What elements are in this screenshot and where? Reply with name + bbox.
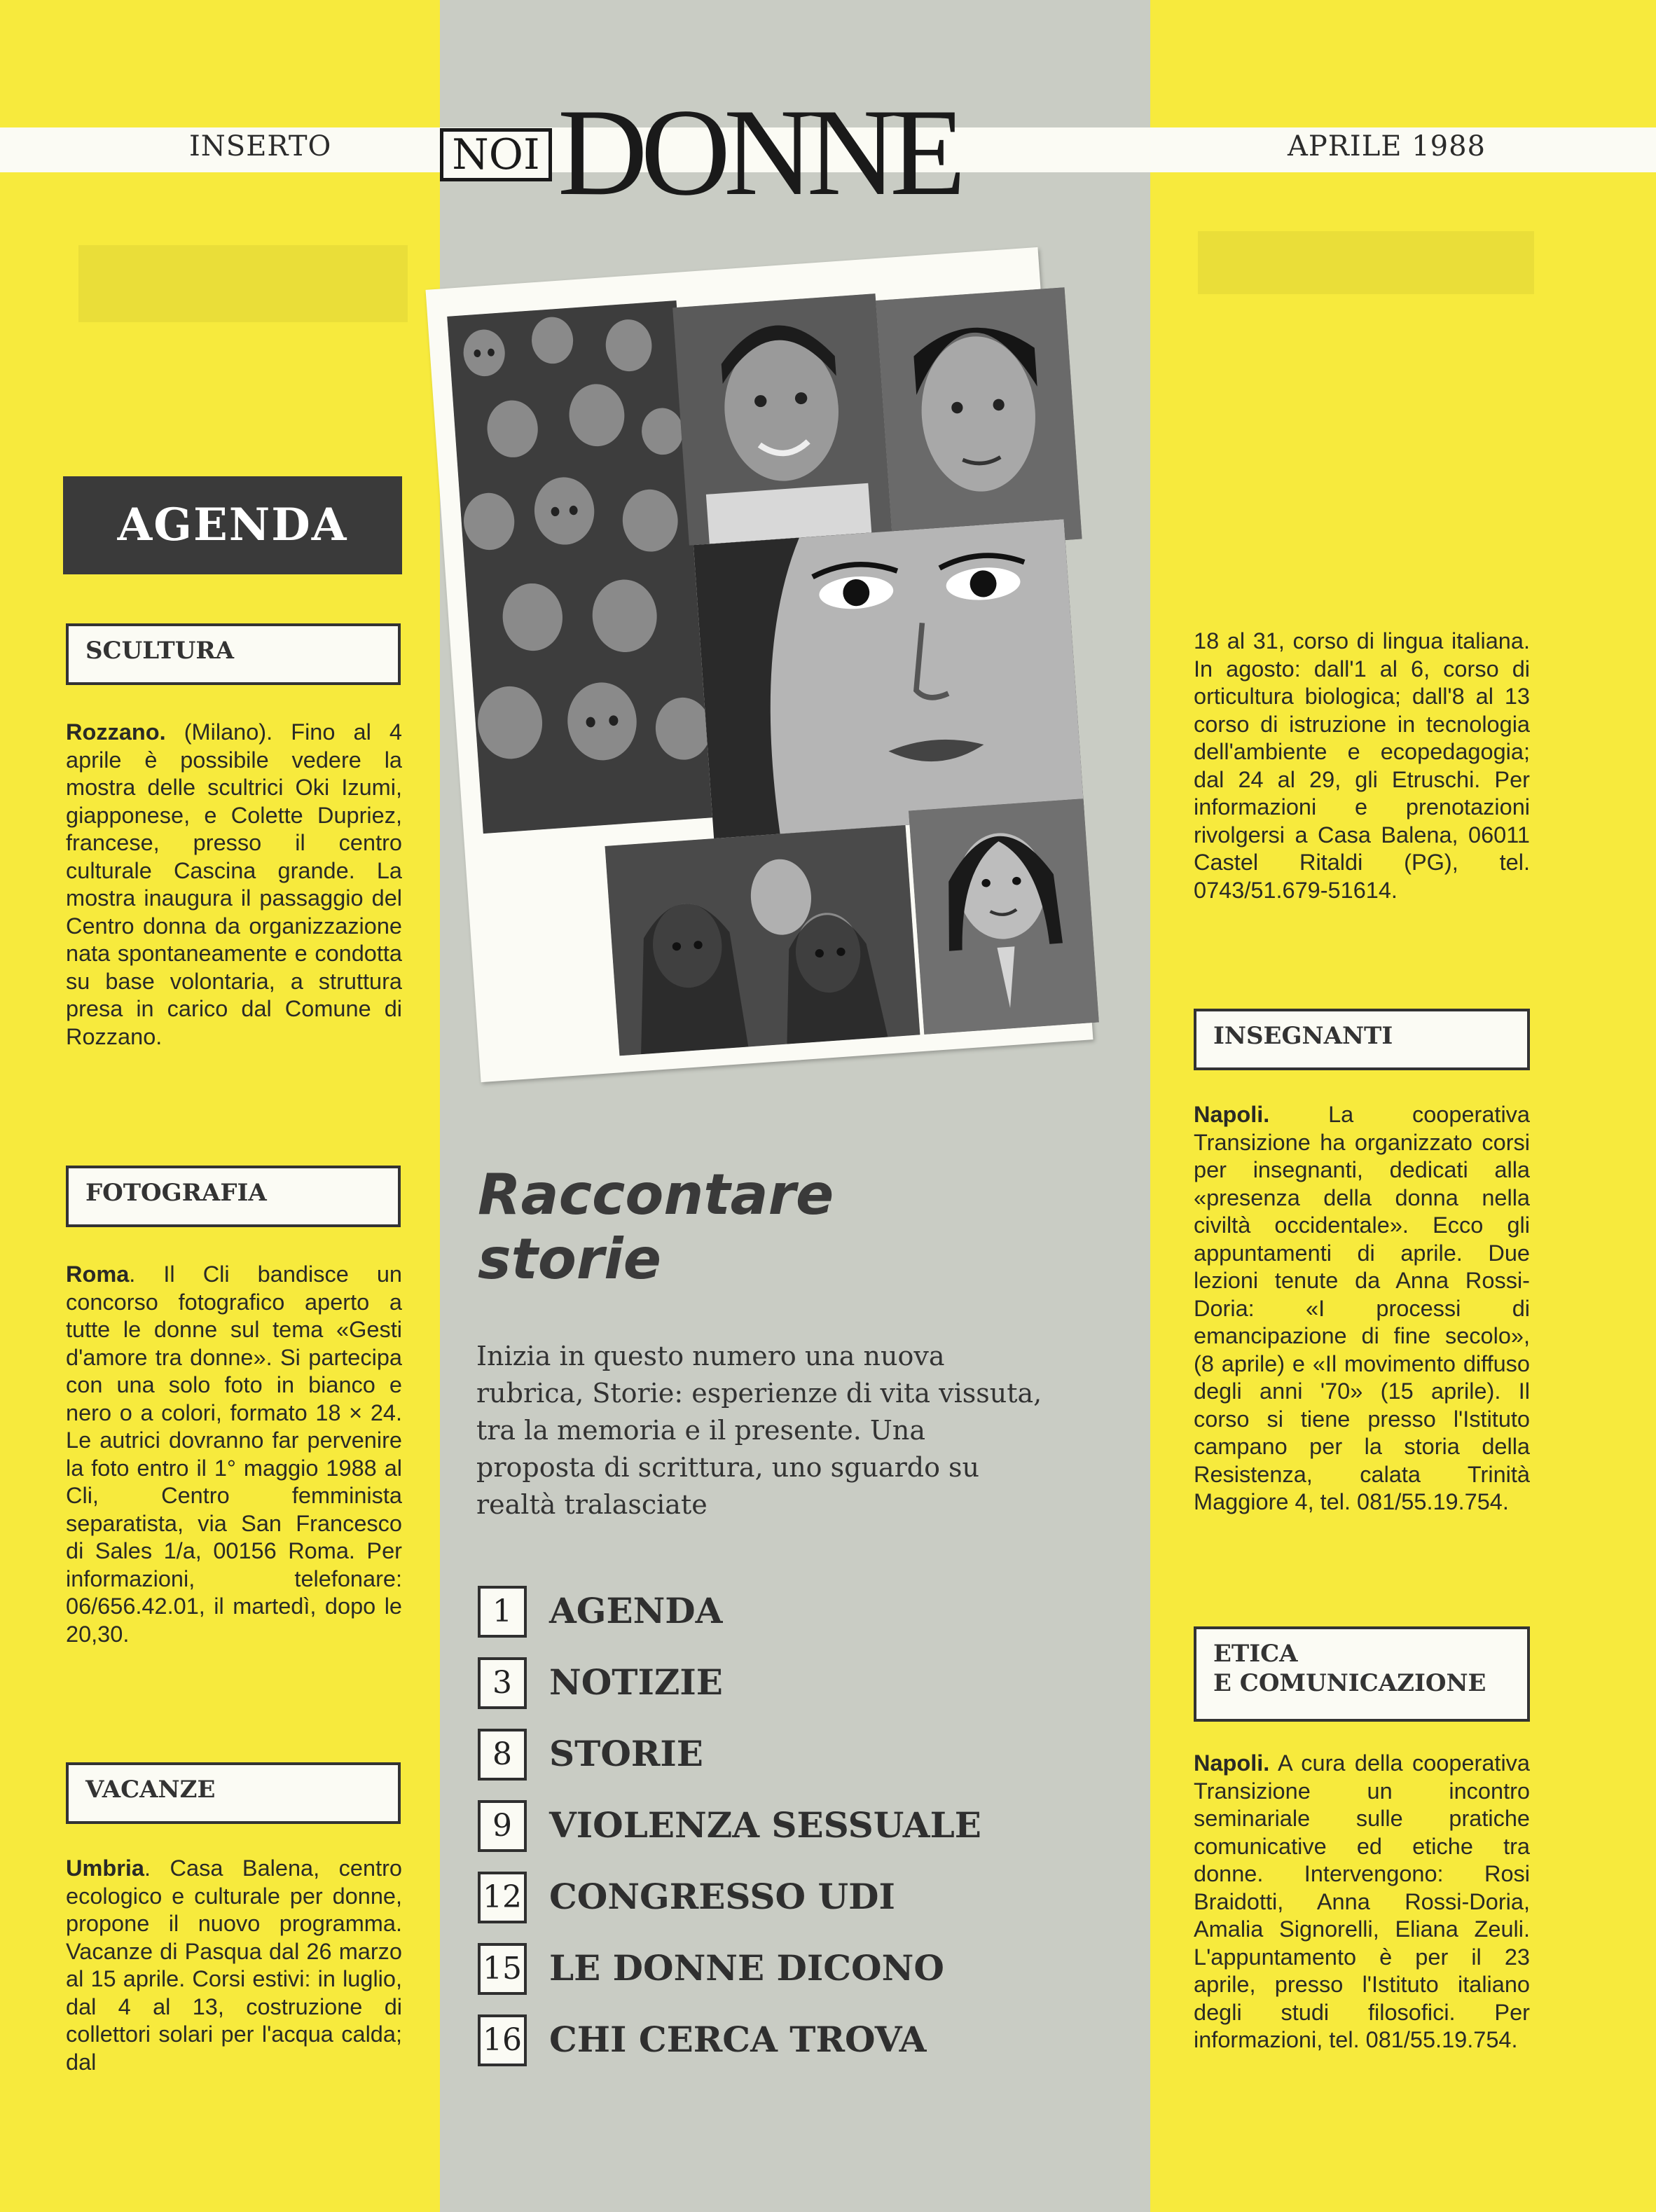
section-label-insegnanti <box>1194 1009 1530 1070</box>
section-label-text: INSEGNANTI <box>1213 1022 1393 1050</box>
section-lead: Roma <box>66 1261 130 1287</box>
photo-group-of-women <box>605 825 920 1056</box>
section-lead: Umbria <box>66 1855 144 1881</box>
issue-date: APRILE 1988 <box>1288 130 1486 163</box>
photo-woman-praying-hands <box>909 799 1099 1035</box>
section-body-vacanze <box>66 1855 402 2076</box>
photo-collage <box>426 247 1093 1082</box>
section-label-text: SCULTURA <box>85 637 234 665</box>
feature-intro: Inizia in questo numero una nuova rubrica, Storie: esperienze di vita vissuta, tra la memoria e il presente. Una proposta di scrittura, uno sguardo su realtà tralasciate <box>476 1341 1042 1520</box>
toc-page-number: 8 <box>478 1729 527 1781</box>
section-label-text: FOTOGRAFIA <box>85 1179 267 1207</box>
section-lead: Napoli. <box>1194 1750 1270 1776</box>
toc-item-agenda[interactable] <box>478 1584 1108 1647</box>
feature-title-line1: Raccontare <box>478 1162 834 1227</box>
insert-label: INSERTO <box>189 130 332 163</box>
toc-label: CHI CERCA TROVA <box>549 2019 927 2060</box>
section-body-insegnanti <box>1194 1101 1530 1516</box>
photo-crowd-of-girls <box>447 300 712 834</box>
toc-item-notizie[interactable] <box>478 1656 1108 1719</box>
toc-page-number: 9 <box>478 1800 527 1852</box>
vacanze-continuation: 18 al 31, corso di lingua italiana. In agosto: dall'1 al 6, corso di orticultura biologica; dall'8 al 13 corso di istruzione in tecnologia dell'ambiente e ecopedagogia; dal 24 al 29, gli Etruschi. Per informazioni e prenotazioni rivolgersi a Casa Balena, 06011 Castel Ritaldi (PG), tel. 0743/51.679-51614. <box>1194 628 1530 903</box>
photo-face-closeup <box>694 519 1084 838</box>
show-through-box-left <box>78 245 408 322</box>
toc-page-number: 15 <box>478 1943 527 1995</box>
agenda-heading: AGENDA <box>63 476 402 574</box>
toc-item-violenza-sessuale[interactable] <box>478 1799 1108 1862</box>
logo-noi-box: NOI <box>440 128 552 181</box>
section-lead: Rozzano. <box>66 719 166 745</box>
toc-label: VIOLENZA SESSUALE <box>549 1804 981 1846</box>
section-text: (Milano). Fino al 4 aprile è possibile vedere la mostra delle scultrici Oki Izumi, giapponese, e Colette Dupriez, francese, presso il centro culturale Cascina grande. La mostra inaugura il passaggio del Centro donna da organizzazione nata spontaneamente e condotta su base volontaria, a struttura presa in carico dal Comune di Rozzano. <box>66 719 402 1049</box>
toc-page-number: 3 <box>478 1657 527 1709</box>
section-label-vacanze <box>66 1762 401 1824</box>
photo-young-woman-portrait <box>876 287 1082 552</box>
toc-item-chi-cerca-trova[interactable] <box>478 2013 1108 2076</box>
section-label-line2: E COMUNICAZIONE <box>1213 1669 1486 1697</box>
toc-label: STORIE <box>549 1733 703 1774</box>
section-text: La cooperativa Transizione ha organizzato corsi per insegnanti, dedicati alla «presenza della donna nella civiltà occidentale». Ecco gli appuntamenti di aprile. Due lezioni tenute da Anna Rossi-Doria: «I processi di emancipazione di fine secolo», (8 aprile) e «Il movimento diffuso degli anni '70» (15 aprile). Il corso si tiene presso l'Istituto campano per la storia della Resistenza, calata Trinità Maggiore 4, tel. 081/55.19.754. <box>1194 1102 1530 1514</box>
section-body-scultura <box>66 719 402 1051</box>
toc-label: NOTIZIE <box>549 1661 723 1703</box>
section-label-line1: ETICA <box>1213 1640 1298 1668</box>
section-label-scultura <box>66 623 401 685</box>
feature-title-line2: storie <box>478 1226 661 1292</box>
toc-page-number: 16 <box>478 2014 527 2066</box>
section-body-fotografia <box>66 1261 402 1648</box>
toc-item-congresso-udi[interactable] <box>478 1870 1108 1933</box>
section-lead: Napoli. <box>1194 1102 1270 1127</box>
section-label-fotografia <box>66 1166 401 1227</box>
feature-title <box>478 1163 834 1292</box>
section-text: A cura della cooperativa Transizione un incontro seminariale sulle pratiche comunicative ed etiche tra donne. Intervengono: Rosi Braidotti, Anna Rossi-Doria, Amalia Signorelli, Eliana Zeuli. L'appuntamento è per il 23 aprile, presso l'Istituto italiano degli studi filosofici. Per informazioni, tel. 081/55.19.754. <box>1194 1750 1530 2052</box>
section-label-etica-e-comunicazione <box>1194 1626 1530 1722</box>
section-text: . Casa Balena, centro ecologico e culturale per donne, propone il nuovo programma. Vacanze di Pasqua dal 26 marzo al 15 aprile. Corsi estivi: in luglio, dal 4 al 13, costruzione di collettori solari per l'acqua calda; dal <box>66 1855 402 2075</box>
toc-label: AGENDA <box>549 1590 723 1631</box>
toc-page-number: 12 <box>478 1872 527 1923</box>
photo-smiling-woman <box>672 293 892 545</box>
toc-item-le-donne-dicono[interactable] <box>478 1942 1108 2005</box>
toc-item-storie[interactable] <box>478 1727 1108 1790</box>
toc-label: LE DONNE DICONO <box>549 1947 944 1989</box>
toc-page-number: 1 <box>478 1586 527 1638</box>
toc-label: CONGRESSO UDI <box>549 1876 895 1917</box>
logo-donne: DONNE <box>558 83 959 221</box>
show-through-box-right <box>1198 231 1534 294</box>
section-text: . Il Cli bandisce un concorso fotografico aperto a tutte le donne sul tema «Gesti d'amore tra donne». Si partecipa con una solo foto in bianco e nero o a colori, formato 18 × 24. Le autrici dovranno far pervenire la foto entro il 1° maggio 1988 al Cli, Centro femminista separatista, via San Francesco di Sales 1/a, 00156 Roma. Per informazioni, telefonare: 06/656.42.01, il martedì, dopo le 20,30. <box>66 1261 402 1647</box>
section-label-text: VACANZE <box>85 1776 216 1804</box>
section-body-etica-e-comunicazione <box>1194 1750 1530 2054</box>
